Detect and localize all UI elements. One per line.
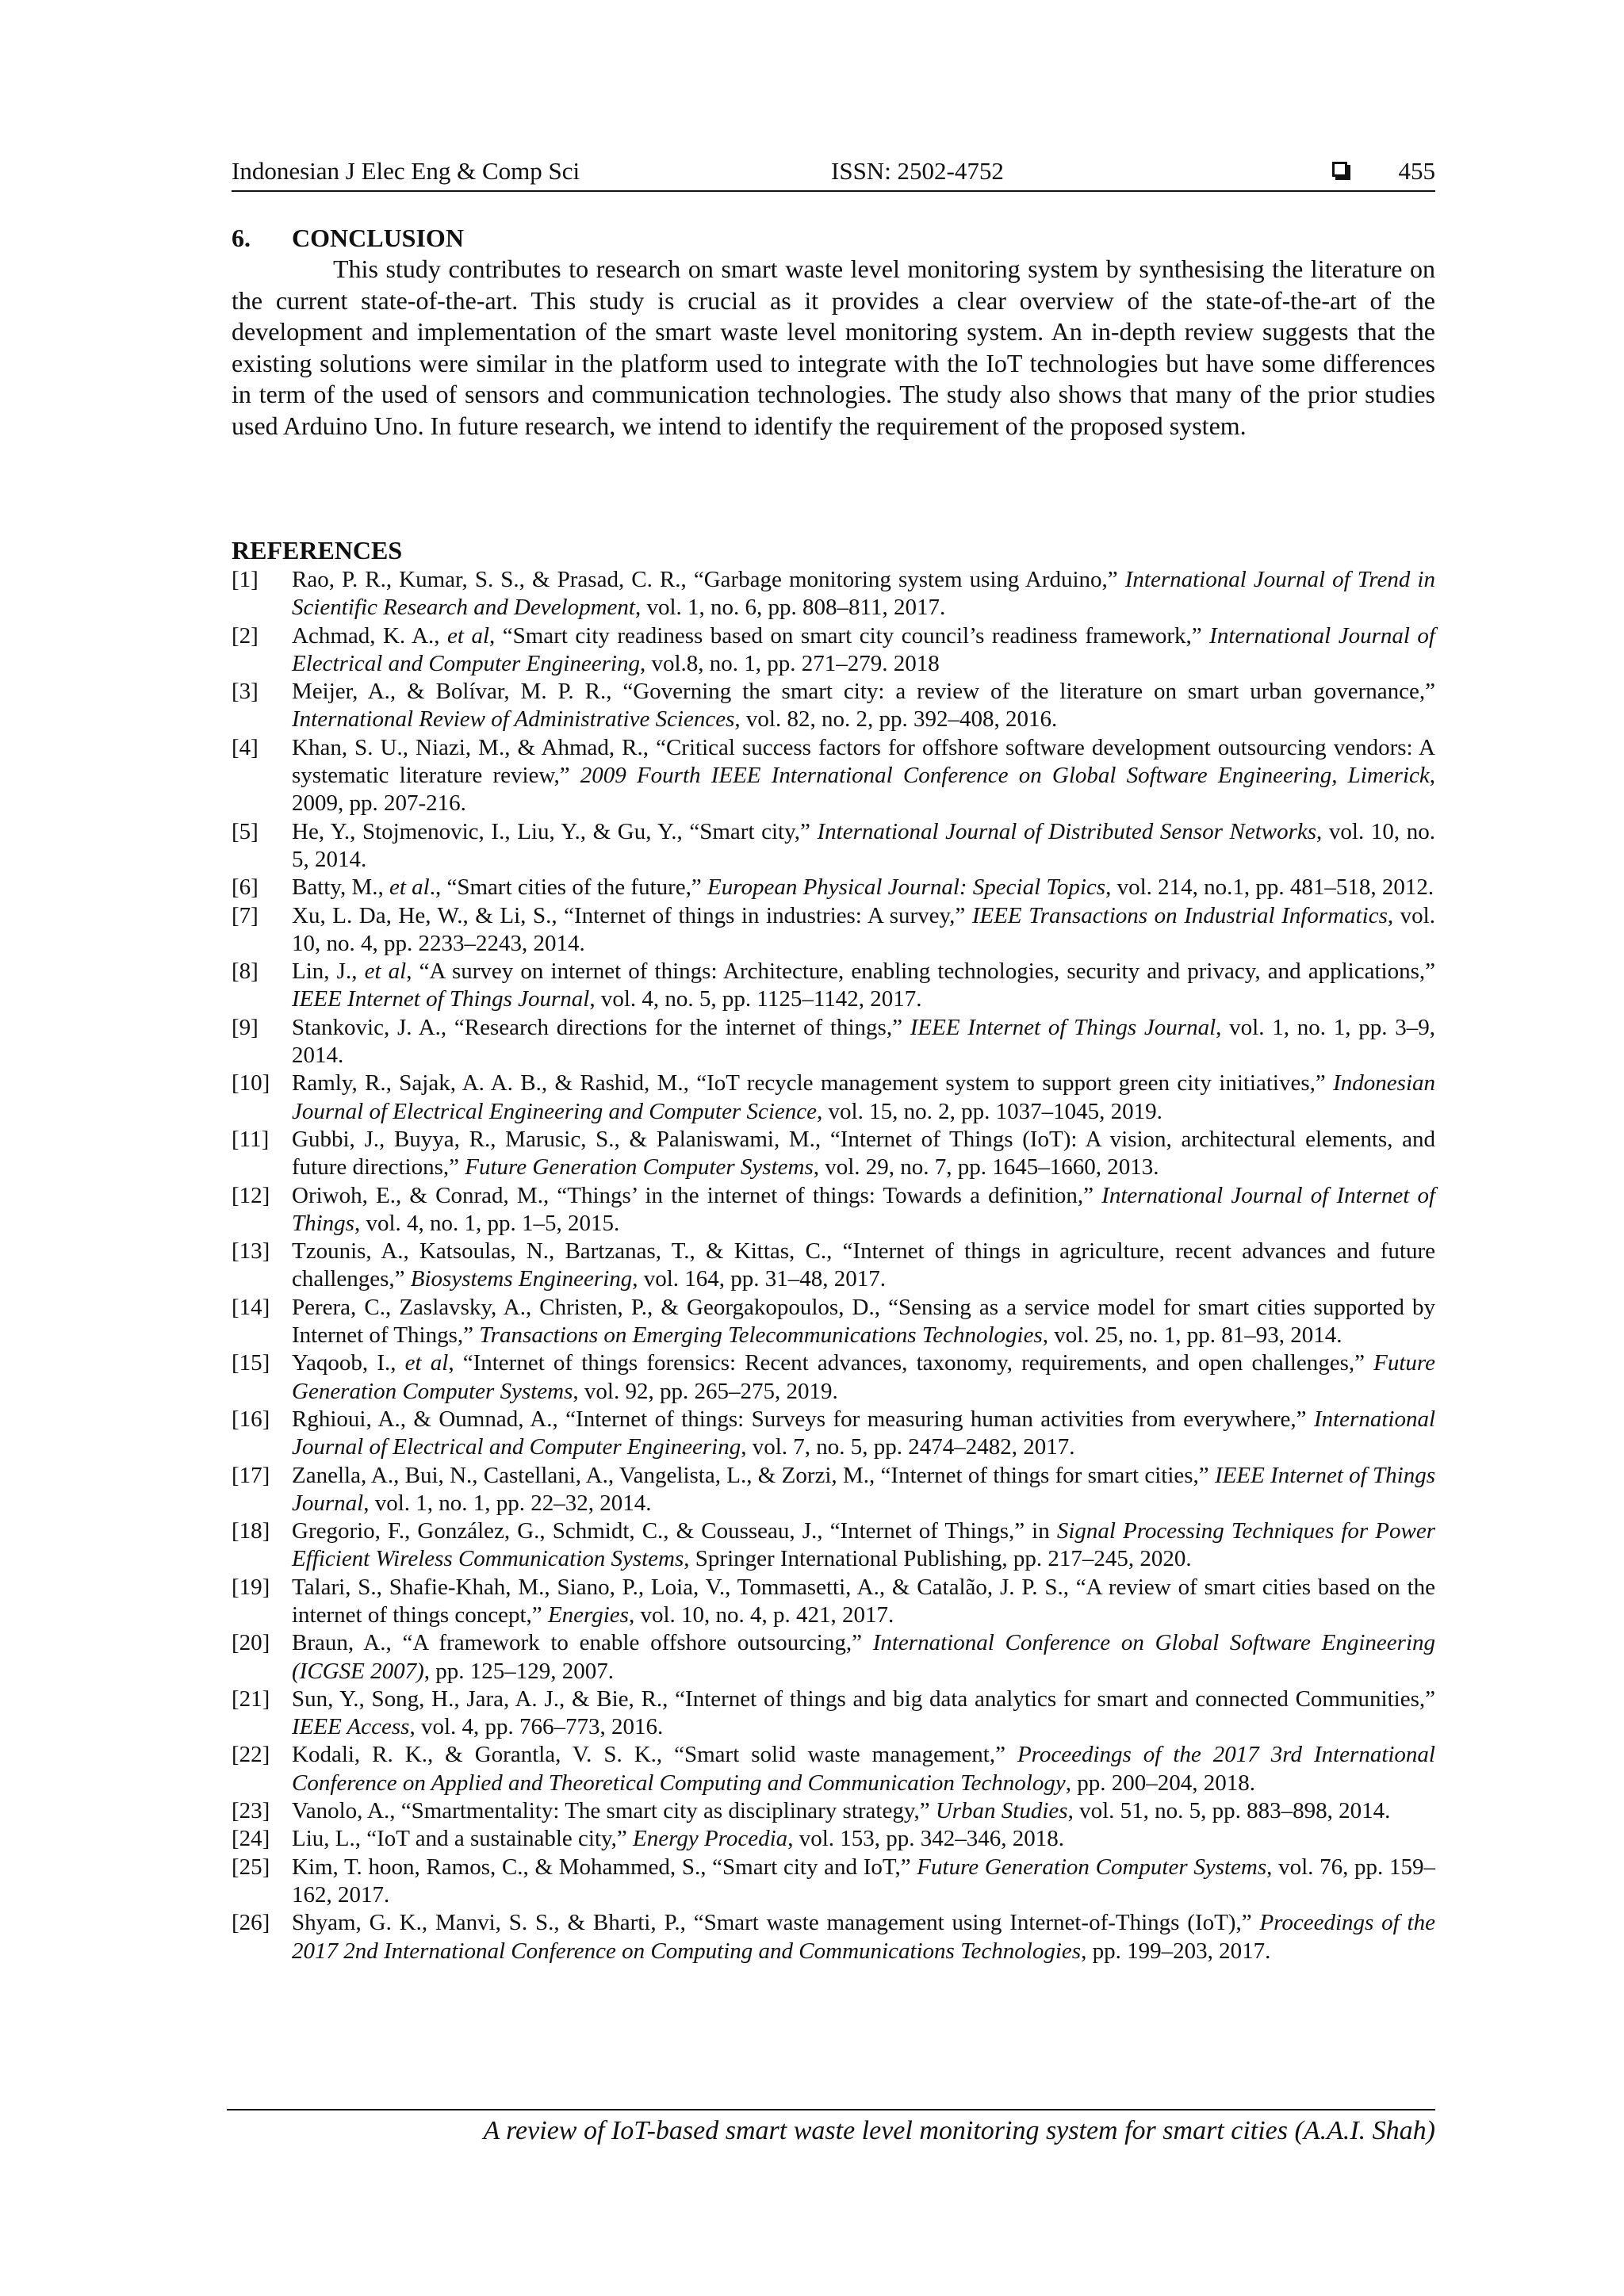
reference-item	[232, 902, 1435, 959]
reference-number: [15]	[232, 1350, 270, 1376]
reference-item	[232, 1070, 1435, 1126]
reference-plain-text: ., “Smart cities of the future,”	[429, 874, 708, 901]
reference-text	[292, 1127, 1435, 1180]
reference-plain-text: , “A survey on internet of things: Architecture, enabling technologies, security and privacy, and applications,”	[406, 959, 1435, 985]
reference-plain-text: , “Internet of things forensics: Recent advances, taxonomy, requirements, and open challenges,”	[448, 1350, 1374, 1376]
reference-plain-text: , vol. 7, no. 5, pp. 2474–2482, 2017.	[741, 1434, 1075, 1460]
reference-plain-text: Kim, T. hoon, Ramos, C., & Mohammed, S., “Smart city and IoT,”	[292, 1854, 917, 1880]
header-journal-name: Indonesian J Elec Eng & Comp Sci	[232, 157, 580, 185]
reference-item	[232, 622, 1435, 679]
reference-italic-text: IEEE Internet of Things Journal	[292, 986, 590, 1012]
header-issn: ISSN: 2502-4752	[831, 157, 1004, 185]
reference-number: [3]	[232, 679, 259, 705]
reference-plain-text: , pp. 125–129, 2007.	[423, 1658, 614, 1684]
reference-italic-text: International Journal of Electrical and Computer Engineering	[292, 1406, 1435, 1460]
reference-italic-text: et al	[404, 1350, 449, 1376]
reference-number: [12]	[232, 1182, 270, 1208]
reference-plain-text: Khan, S. U., Niazi, M., & Ahmad, R., “Critical success factors for offshore software development outsourcing vendors: A systematic literature review,”	[292, 734, 1435, 789]
reference-italic-text: Urban Studies	[935, 1798, 1068, 1824]
reference-text	[292, 623, 1435, 676]
reference-item	[232, 958, 1435, 1014]
reference-italic-text: Future Generation Computer Systems	[917, 1854, 1267, 1880]
reference-italic-text: Indonesian Journal of Electrical Engineering and Computer Science	[292, 1070, 1435, 1124]
reference-item	[232, 1686, 1435, 1742]
reference-text	[292, 959, 1435, 1012]
reference-plain-text: , vol. 153, pp. 342–346, 2018.	[787, 1826, 1064, 1852]
reference-number: [14]	[232, 1294, 270, 1320]
reference-text	[292, 679, 1435, 732]
reference-text	[292, 1463, 1435, 1516]
reference-number: [22]	[232, 1742, 270, 1768]
reference-plain-text: Rghioui, A., & Oumnad, A., “Internet of things: Surveys for measuring human activities from everywhere,”	[292, 1406, 1314, 1432]
reference-text	[292, 1742, 1435, 1795]
reference-plain-text: , vol. 29, no. 7, pp. 1645–1660, 2013.	[813, 1154, 1159, 1181]
reference-item	[232, 1629, 1435, 1686]
reference-item	[232, 1462, 1435, 1518]
reference-item	[232, 1825, 1435, 1853]
reference-italic-text: Biosystems Engineering	[410, 1266, 633, 1292]
reference-item	[232, 1909, 1435, 1965]
reference-italic-text: Transactions on Emerging Telecommunications Technologies	[479, 1322, 1043, 1349]
reference-plain-text: , vol. 92, pp. 265–275, 2019.	[573, 1378, 838, 1404]
reference-italic-text: International Journal of Trend in Scientific Research and Development	[292, 567, 1435, 621]
reference-italic-text: et al	[389, 874, 430, 901]
reference-plain-text: Oriwoh, E., & Conrad, M., “Things’ in the internet of things: Towards a definition,”	[292, 1182, 1102, 1208]
reference-plain-text: Xu, L. Da, He, W., & Li, S., “Internet of things in industries: A survey,”	[292, 902, 972, 928]
conclusion-paragraph: This study contributes to research on smart waste level monitoring system by synthesising the literature on the current state-of-the-art. This study is crucial as it provides a clear overview of the state-of-the-art of the development and implementation of the smart waste level monitoring system. An in-depth review suggests that the existing solutions were similar in the platform used to integrate with the IoT technologies but have some differences in term of the used of sensors and communication technologies. The study also shows that many of the prior studies used Arduino Uno. In future research, we intend to identify the requirement of the proposed system.	[232, 254, 1435, 440]
reference-plain-text: , vol. 10, no. 4, p. 421, 2017.	[628, 1601, 894, 1628]
reference-plain-text: Lin, J.,	[292, 959, 365, 985]
reference-number: [26]	[232, 1910, 270, 1936]
reference-plain-text: , vol. 15, no. 2, pp. 1037–1045, 2019.	[817, 1098, 1162, 1124]
reference-plain-text: Braun, A., “A framework to enable offshore outsourcing,”	[292, 1630, 873, 1656]
reference-item	[232, 874, 1435, 901]
reference-number: [13]	[232, 1238, 270, 1265]
reference-italic-text: IEEE Transactions on Industrial Informatics	[971, 902, 1388, 928]
reference-number: [20]	[232, 1630, 270, 1656]
reference-plain-text: Gregorio, F., González, G., Schmidt, C., & Cousseau, J., “Internet of Things,” in	[292, 1518, 1057, 1544]
running-header	[232, 155, 1435, 187]
reference-plain-text: , 2009, pp. 207-216.	[292, 763, 1435, 817]
reference-plain-text: Vanolo, A., “Smartmentality: The smart city as disciplinary strategy,”	[292, 1798, 936, 1824]
reference-text	[292, 1826, 1064, 1851]
reference-number: [21]	[232, 1686, 270, 1712]
reference-italic-text: Energies	[547, 1601, 629, 1628]
reference-text	[292, 874, 1434, 900]
reference-item	[232, 678, 1435, 734]
reference-plain-text: Stankovic, J. A., “Research directions for the internet of things,”	[292, 1014, 910, 1040]
reference-italic-text: Proceedings of the 2017 3rd International Conference on Applied and Theoretical Computing and Communication Technology	[292, 1742, 1435, 1796]
reference-item	[232, 1517, 1435, 1574]
reference-text	[292, 1686, 1435, 1739]
reference-number: [11]	[232, 1126, 270, 1152]
reference-italic-text: IEEE Internet of Things Journal	[910, 1014, 1216, 1040]
reference-plain-text: , vol. 164, pp. 31–48, 2017.	[632, 1266, 887, 1292]
reference-text	[292, 903, 1435, 956]
reference-text	[292, 1518, 1435, 1571]
reference-number: [9]	[232, 1014, 259, 1040]
reference-text	[292, 1910, 1435, 1963]
reference-number: [19]	[232, 1574, 270, 1600]
reference-text	[292, 1406, 1435, 1460]
conclusion-heading	[232, 222, 464, 254]
conclusion-title: CONCLUSION	[292, 224, 464, 252]
reference-text	[292, 1350, 1435, 1403]
reference-item	[232, 1349, 1435, 1406]
reference-text	[292, 567, 1435, 620]
reference-italic-text: Future Generation Computer Systems	[292, 1350, 1435, 1404]
reference-plain-text: , vol. 1, no. 1, pp. 22–32, 2014.	[363, 1490, 652, 1516]
reference-number: [10]	[232, 1070, 270, 1096]
reference-plain-text: Kodali, R. K., & Gorantla, V. S. K., “Smart solid waste management,”	[292, 1742, 1017, 1768]
reference-plain-text: , vol. 4, no. 5, pp. 1125–1142, 2017.	[589, 986, 922, 1012]
reference-item	[232, 1126, 1435, 1182]
reference-plain-text: , “Smart city readiness based on smart city council’s readiness framework,”	[489, 622, 1210, 649]
reference-text	[292, 1575, 1435, 1628]
reference-plain-text: Ramly, R., Sajak, A. A. B., & Rashid, M., “IoT recycle management system to support green city initiatives,”	[292, 1070, 1334, 1096]
reference-plain-text: , Springer International Publishing, pp. 217–245, 2020.	[684, 1546, 1192, 1572]
reference-italic-text: IEEE Access	[292, 1714, 410, 1740]
reference-plain-text: Batty, M.,	[292, 874, 389, 901]
reference-plain-text: Yaqoob, I.,	[292, 1350, 405, 1376]
reference-plain-text: , vol. 1, no. 1, pp. 3–9, 2014.	[292, 1014, 1436, 1069]
reference-text	[292, 1798, 1390, 1823]
reference-item	[232, 566, 1435, 622]
reference-italic-text: International Journal of Electrical and Computer Engineering	[292, 622, 1435, 676]
header-rule	[232, 190, 1435, 192]
reference-plain-text: Tzounis, A., Katsoulas, N., Bartzanas, T., & Kittas, C., “Internet of things in agriculture, recent advances and future challenges,”	[292, 1238, 1435, 1292]
footer-rule	[227, 2109, 1435, 2110]
reference-plain-text: Gubbi, J., Buyya, R., Marusic, S., & Palaniswami, M., “Internet of Things (IoT): A vision, architectural elements, and future directions,”	[292, 1126, 1435, 1181]
reference-plain-text: , vol. 1, no. 6, pp. 808–811, 2017.	[634, 595, 946, 621]
reference-italic-text: European Physical Journal: Special Topics	[707, 874, 1106, 901]
reference-italic-text: International Review of Administrative Sciences	[292, 706, 735, 733]
reference-plain-text: , vol. 51, no. 5, pp. 883–898, 2014.	[1067, 1798, 1391, 1824]
reference-number: [25]	[232, 1854, 270, 1880]
reference-number: [7]	[232, 902, 259, 928]
reference-text	[292, 1183, 1435, 1236]
reference-number: [17]	[232, 1462, 270, 1488]
reference-number: [18]	[232, 1518, 270, 1544]
reference-item	[232, 818, 1435, 874]
reference-italic-text: International Journal of Internet of Things	[292, 1182, 1435, 1236]
reference-italic-text: International Conference on Global Software Engineering (ICGSE 2007)	[292, 1630, 1435, 1684]
reference-number: [23]	[232, 1798, 270, 1824]
reference-number: [5]	[232, 818, 259, 844]
reference-plain-text: , vol. 214, no.1, pp. 481–518, 2012.	[1105, 874, 1434, 901]
footer-citation: A review of IoT-based smart waste level monitoring system for smart cities (A.A.I. Shah)	[483, 2116, 1435, 2145]
reference-plain-text: Rao, P. R., Kumar, S. S., & Prasad, C. R., “Garbage monitoring system using Arduino,”	[292, 567, 1125, 592]
reference-number: [4]	[232, 734, 259, 760]
reference-plain-text: Zanella, A., Bui, N., Castellani, A., Vangelista, L., & Zorzi, M., “Internet of things for smart cities,”	[292, 1462, 1215, 1488]
reference-item	[232, 734, 1435, 818]
reference-plain-text: Liu, L., “IoT and a sustainable city,”	[292, 1826, 634, 1852]
reference-plain-text: , vol.8, no. 1, pp. 271–279. 2018	[639, 650, 940, 676]
square-bullet-icon	[1332, 162, 1347, 177]
reference-italic-text: International Journal of Distributed Sensor Networks	[817, 818, 1317, 844]
reference-italic-text: Future Generation Computer Systems	[465, 1154, 814, 1181]
reference-text	[292, 1070, 1435, 1123]
reference-text	[292, 819, 1435, 872]
reference-item	[232, 1294, 1435, 1350]
reference-italic-text: et al	[364, 959, 407, 985]
reference-plain-text: Achmad, K. A.,	[292, 622, 448, 649]
reference-plain-text: , pp. 199–203, 2017.	[1081, 1938, 1271, 1964]
reference-italic-text: Proceedings of the 2017 2nd International Conference on Computing and Communications Technologies	[292, 1910, 1435, 1964]
reference-text	[292, 1238, 1435, 1292]
reference-item	[232, 1406, 1435, 1462]
reference-italic-text: 2009 Fourth IEEE International Conference on Global Software Engineering, Limerick	[580, 763, 1430, 789]
reference-italic-text: IEEE Internet of Things Journal	[292, 1462, 1435, 1516]
reference-text	[292, 1015, 1435, 1068]
reference-plain-text: , vol. 10, no. 5, 2014.	[292, 818, 1435, 872]
reference-plain-text: Shyam, G. K., Manvi, S. S., & Bharti, P., “Smart waste management using Internet-of-Things (IoT),”	[292, 1910, 1260, 1936]
conclusion-number: 6.	[232, 224, 251, 252]
reference-number: [2]	[232, 622, 259, 649]
reference-italic-text: Energy Procedia	[633, 1826, 788, 1852]
reference-plain-text: , vol. 82, no. 2, pp. 392–408, 2016.	[734, 706, 1058, 733]
reference-item	[232, 1574, 1435, 1630]
reference-number: [16]	[232, 1406, 270, 1432]
reference-list	[232, 566, 1435, 1965]
reference-plain-text: , vol. 76, pp. 159–162, 2017.	[292, 1854, 1436, 1908]
reference-item	[232, 1182, 1435, 1238]
reference-plain-text: Meijer, A., & Bolívar, M. P. R., “Governing the smart city: a review of the literature on smart urban governance,”	[292, 679, 1435, 705]
reference-item	[232, 1854, 1435, 1910]
reference-text	[292, 1630, 1435, 1683]
reference-plain-text: , vol. 4, no. 1, pp. 1–5, 2015.	[354, 1210, 620, 1236]
reference-number: [6]	[232, 874, 259, 901]
reference-plain-text: Perera, C., Zaslavsky, A., Christen, P., & Georgakopoulos, D., “Sensing as a service model for smart cities supported by Internet of Things,”	[292, 1294, 1435, 1349]
reference-text	[292, 1295, 1435, 1348]
reference-plain-text: Talari, S., Shafie-Khah, M., Siano, P., Loia, V., Tommasetti, A., & Catalão, J. P. S., “A review of smart cities based on the internet of things concept,”	[292, 1574, 1435, 1628]
reference-number: [24]	[232, 1826, 270, 1852]
reference-plain-text: , vol. 25, no. 1, pp. 81–93, 2014.	[1042, 1322, 1342, 1349]
reference-plain-text: Sun, Y., Song, H., Jara, A. J., & Bie, R., “Internet of things and big data analytics for smart and connected Communities,”	[292, 1686, 1435, 1712]
reference-text	[292, 1854, 1435, 1908]
references-heading: REFERENCES	[232, 536, 403, 564]
reference-item	[232, 1014, 1435, 1070]
header-page-number: 455	[1398, 157, 1435, 185]
reference-number: [8]	[232, 959, 259, 985]
reference-item	[232, 1741, 1435, 1797]
reference-number: [1]	[232, 567, 259, 592]
reference-plain-text: , vol. 4, pp. 766–773, 2016.	[409, 1714, 664, 1740]
reference-item	[232, 1797, 1435, 1825]
reference-item	[232, 1238, 1435, 1294]
reference-plain-text: , pp. 200–204, 2018.	[1065, 1770, 1255, 1796]
reference-plain-text: He, Y., Stojmenovic, I., Liu, Y., & Gu, Y., “Smart city,”	[292, 818, 818, 844]
reference-italic-text: et al	[447, 622, 490, 649]
reference-text	[292, 735, 1435, 817]
reference-plain-text: , vol. 10, no. 4, pp. 2233–2243, 2014.	[292, 902, 1435, 956]
reference-italic-text: Signal Processing Techniques for Power Efficient Wireless Communication Systems	[292, 1518, 1435, 1572]
